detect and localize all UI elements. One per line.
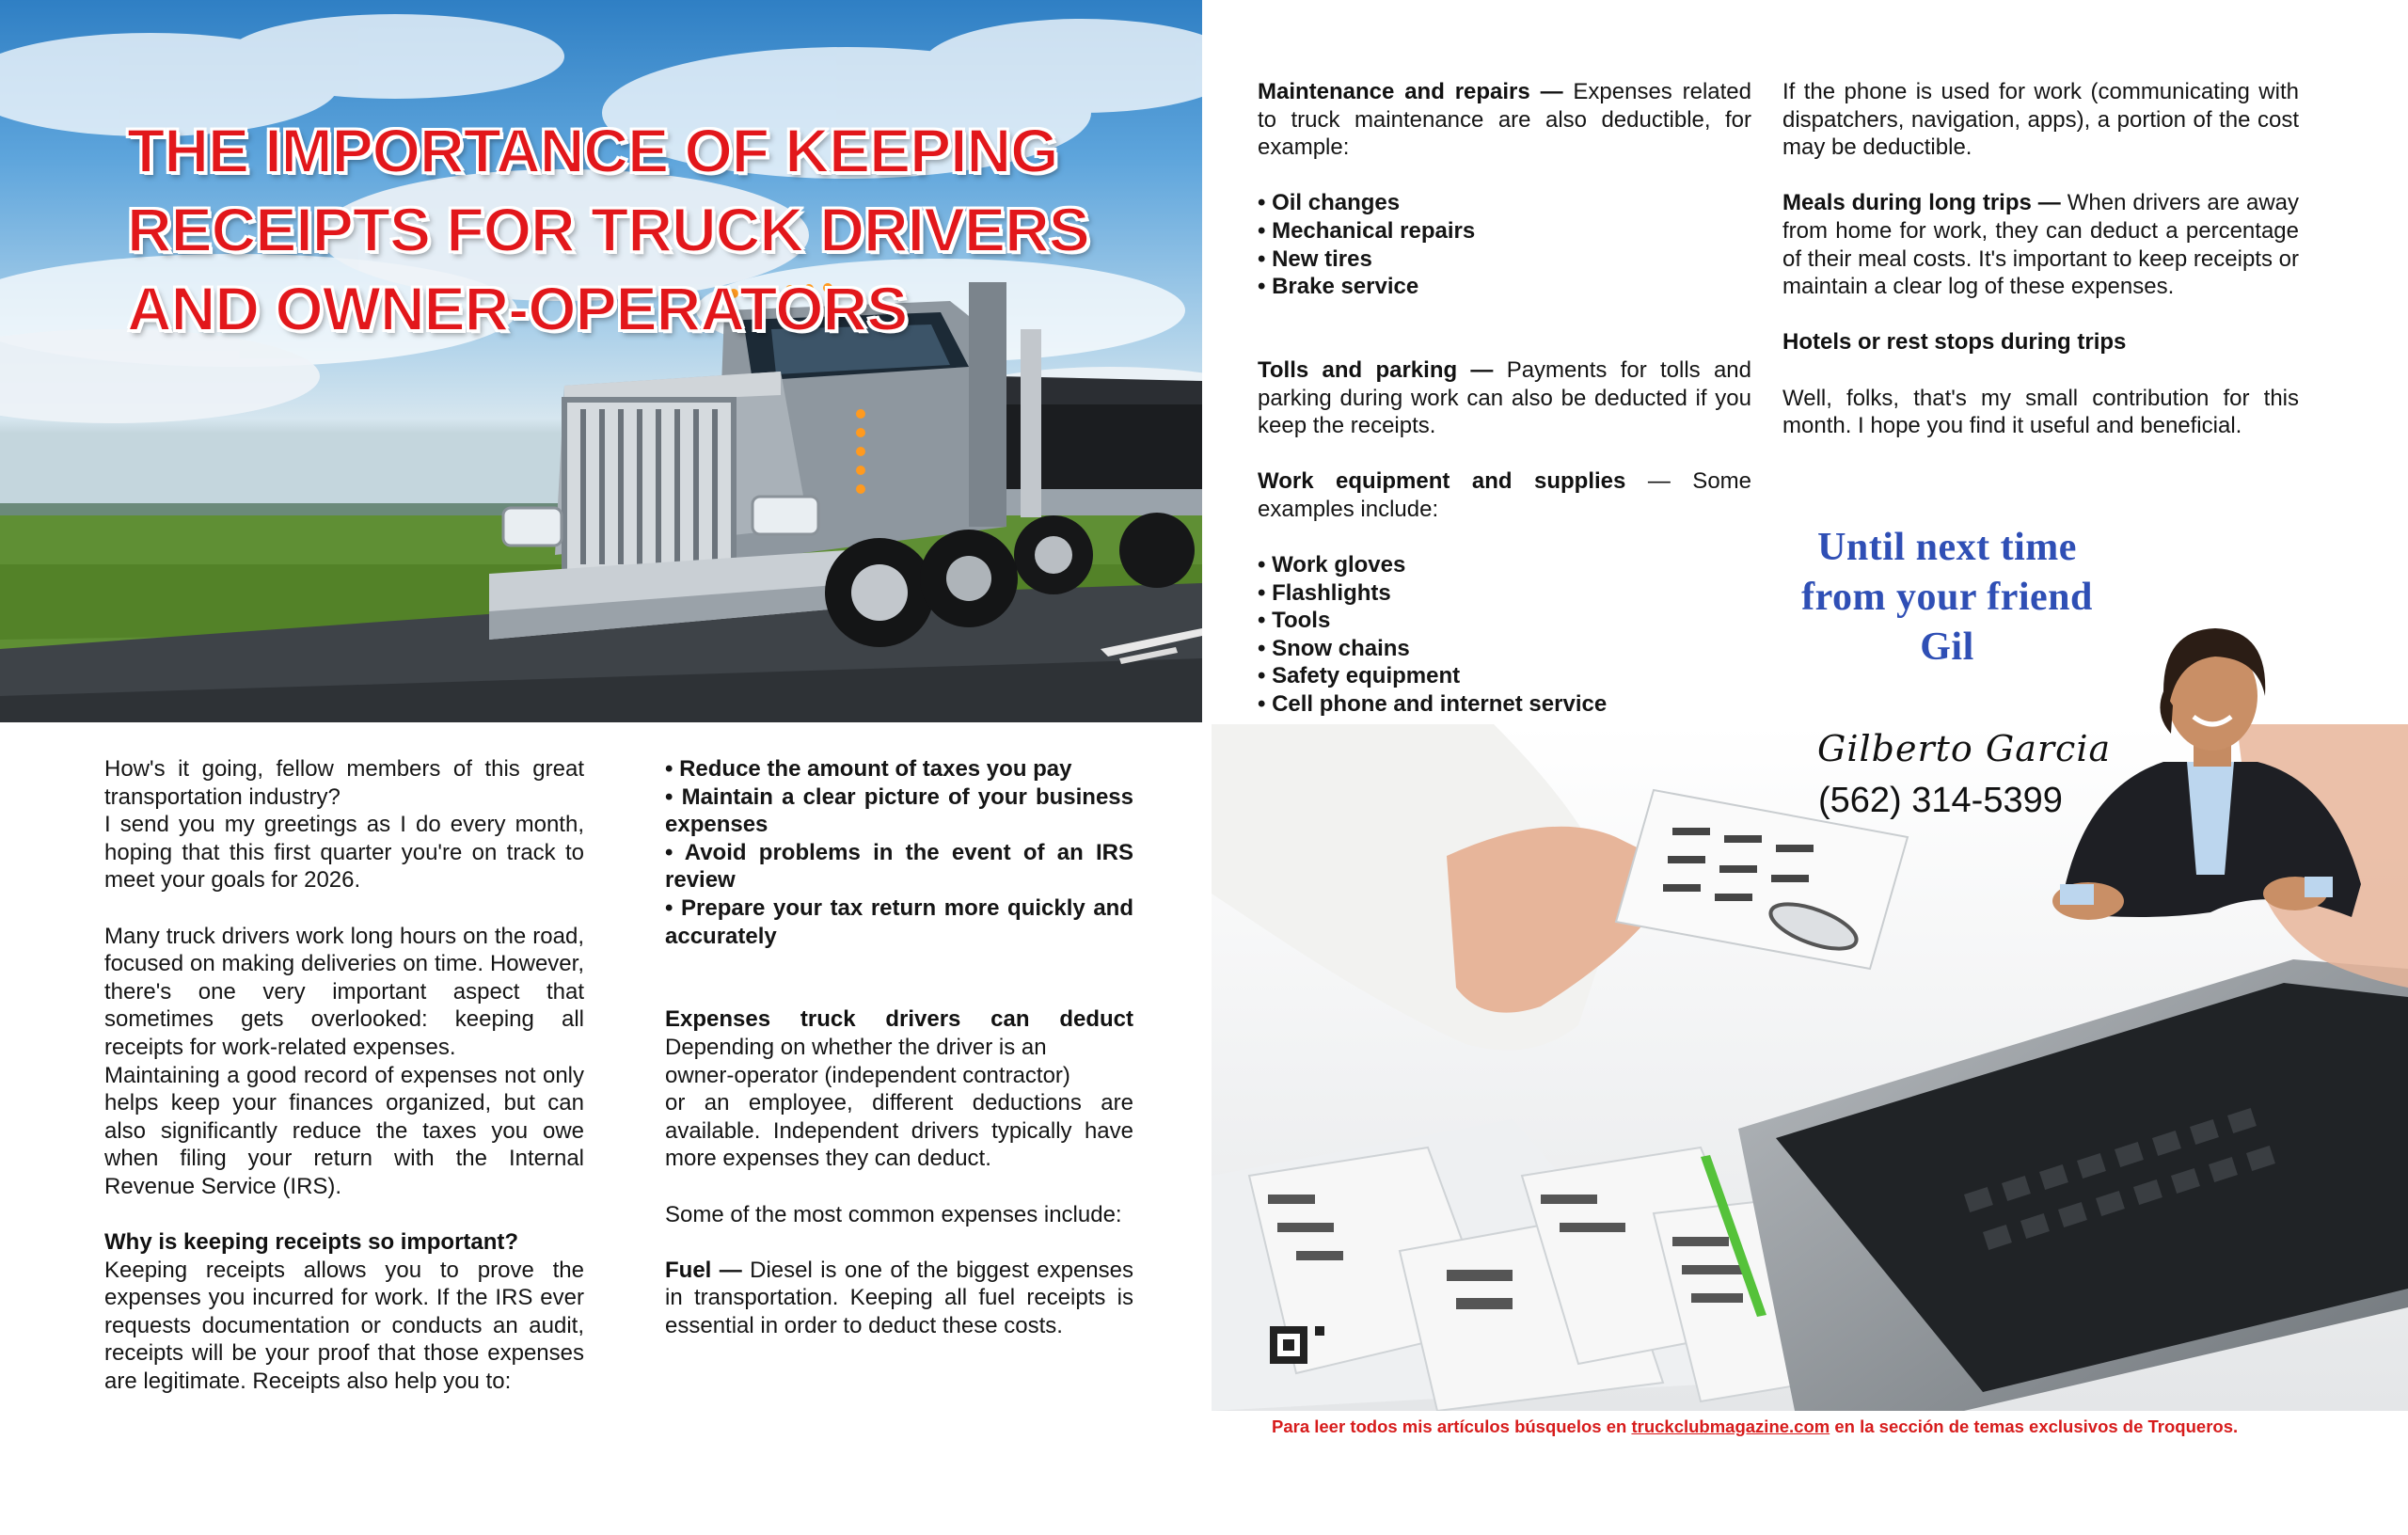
list-item: • Avoid problems in the event of an IRS review <box>665 839 1133 894</box>
meals-label: Meals during long trips — <box>1782 190 2061 216</box>
list-item: • Tools <box>1258 607 1751 635</box>
paragraph: owner-operator (independent contractor) <box>665 1062 1070 1088</box>
list-item: • Prepare your tax return more quickly and accurately <box>665 894 1133 950</box>
paragraph: Keeping receipts allows you to prove the expenses you incurred for work. If the IRS ever requests documentation or conducts an audit, receipts will be your proof that those expenses are legitimate. Receipts also help you to: <box>104 1257 584 1395</box>
closing-line-2: from your friend <box>1801 576 2093 619</box>
paragraph-fuel <box>665 1257 1133 1340</box>
list-item: • Cell phone and internet service <box>1258 690 1751 719</box>
list-item: • Maintain a clear picture of your business expenses <box>665 783 1133 839</box>
text-column-4 <box>1782 78 2299 440</box>
closing-line-3: Gil <box>1920 625 1974 669</box>
paragraph: Depending on whether the driver is an <box>665 1034 1047 1060</box>
equipment-text: — Some examples include: <box>1258 468 1752 522</box>
benefits-list <box>665 755 1133 950</box>
paragraph: I send you my greetings as I do every month, hoping that this first quarter you're on track to meet your goals for 2026. <box>104 812 584 894</box>
section-heading-expenses: Expenses truck drivers can deduct <box>665 1006 1133 1033</box>
truck-illustration <box>0 0 1202 722</box>
paragraph: How's it going, fellow members of this great transportation industry? <box>104 756 584 810</box>
author-phone: (562) 314-5399 <box>1818 781 2063 820</box>
list-item: • Brake service <box>1258 273 1751 301</box>
footer-text-before: Para leer todos mis artículos búsquelos en <box>1272 1416 1632 1436</box>
list-item: • Work gloves <box>1258 551 1751 579</box>
maintenance-label: Maintenance and repairs — <box>1258 79 1563 104</box>
author-portrait <box>2022 602 2408 941</box>
fuel-label: Fuel — <box>665 1257 742 1283</box>
paragraph: Well, folks, that's my small contribution for this month. I hope you find it useful and beneficial. <box>1782 385 2299 439</box>
paragraph: or an employee, different deductions are available. Independent drivers typically have more expenses they can deduct. <box>665 1090 1133 1172</box>
paragraph: Many truck drivers work long hours on the road, focused on making deliveries on time. However, there's one very important aspect that sometimes gets overlooked: keeping all receipts for work-related expenses. <box>104 923 584 1060</box>
paragraph: Maintaining a good record of expenses not only helps keep your finances organized, but can also significantly reduce the taxes you owe when filing your return with the Internal Revenue Service (IRS). <box>104 1062 584 1199</box>
maintenance-text: Expenses related to truck maintenance are also deductible, for example: <box>1258 79 1751 161</box>
footer-text-after: en la sección de temas exclusivos de Troqueros. <box>1830 1416 2239 1436</box>
meals-text: When drivers are away from home for work, they can deduct a percentage of their meal costs. It's important to keep receipts or maintain a clear log of these expenses. <box>1782 190 2299 300</box>
text-column-3 <box>1258 78 1751 719</box>
paragraph: If the phone is used for work (communicating with dispatchers, navigation, apps), a portion of the cost may be deductible. <box>1782 79 2299 161</box>
fuel-text: Diesel is one of the biggest expenses in transportation. Keeping all fuel receipts is essential in order to deduct these costs. <box>665 1257 1134 1338</box>
paragraph-equipment <box>1258 467 1751 523</box>
list-item: • Reduce the amount of taxes you pay <box>665 755 1133 783</box>
section-heading-why: Why is keeping receipts so important? <box>104 1229 519 1256</box>
author-photo <box>2022 602 2408 941</box>
list-item: • Snow chains <box>1258 635 1751 663</box>
text-column-2 <box>665 755 1133 1339</box>
section-heading-hotels: Hotels or rest stops during trips <box>1782 329 2127 356</box>
closing-line-1: Until next time <box>1817 526 2077 569</box>
paragraph: Some of the most common expenses include: <box>665 1201 1122 1227</box>
magazine-link[interactable]: truckclubmagazine.com <box>1631 1416 1830 1436</box>
list-item: • Flashlights <box>1258 579 1751 608</box>
text-column-1 <box>104 755 584 1396</box>
paragraph-maintenance <box>1258 78 1751 162</box>
list-item: • Safety equipment <box>1258 662 1751 690</box>
list-item: • Oil changes <box>1258 189 1751 217</box>
tolls-text: Payments for tolls and parking during work can also be deducted if you keep the receipts. <box>1258 356 1751 439</box>
equipment-list <box>1258 551 1751 719</box>
equipment-label: Work equipment and supplies <box>1258 468 1626 495</box>
tolls-label: Tolls and parking — <box>1258 356 1494 383</box>
article-title: THE IMPORTANCE OF KEEPING RECEIPTS FOR TRUCK DRIVERS AND OWNER-OPERATORS <box>127 116 1089 343</box>
list-item: • New tires <box>1258 245 1751 274</box>
paragraph-tolls <box>1258 356 1751 440</box>
footer-note <box>1272 1416 2238 1437</box>
list-item: • Mechanical repairs <box>1258 217 1751 245</box>
hero-truck-image <box>0 0 1202 722</box>
paragraph-meals <box>1782 189 2299 300</box>
maintenance-list <box>1258 189 1751 300</box>
author-signature: Gilberto Garcia <box>1817 728 2112 769</box>
